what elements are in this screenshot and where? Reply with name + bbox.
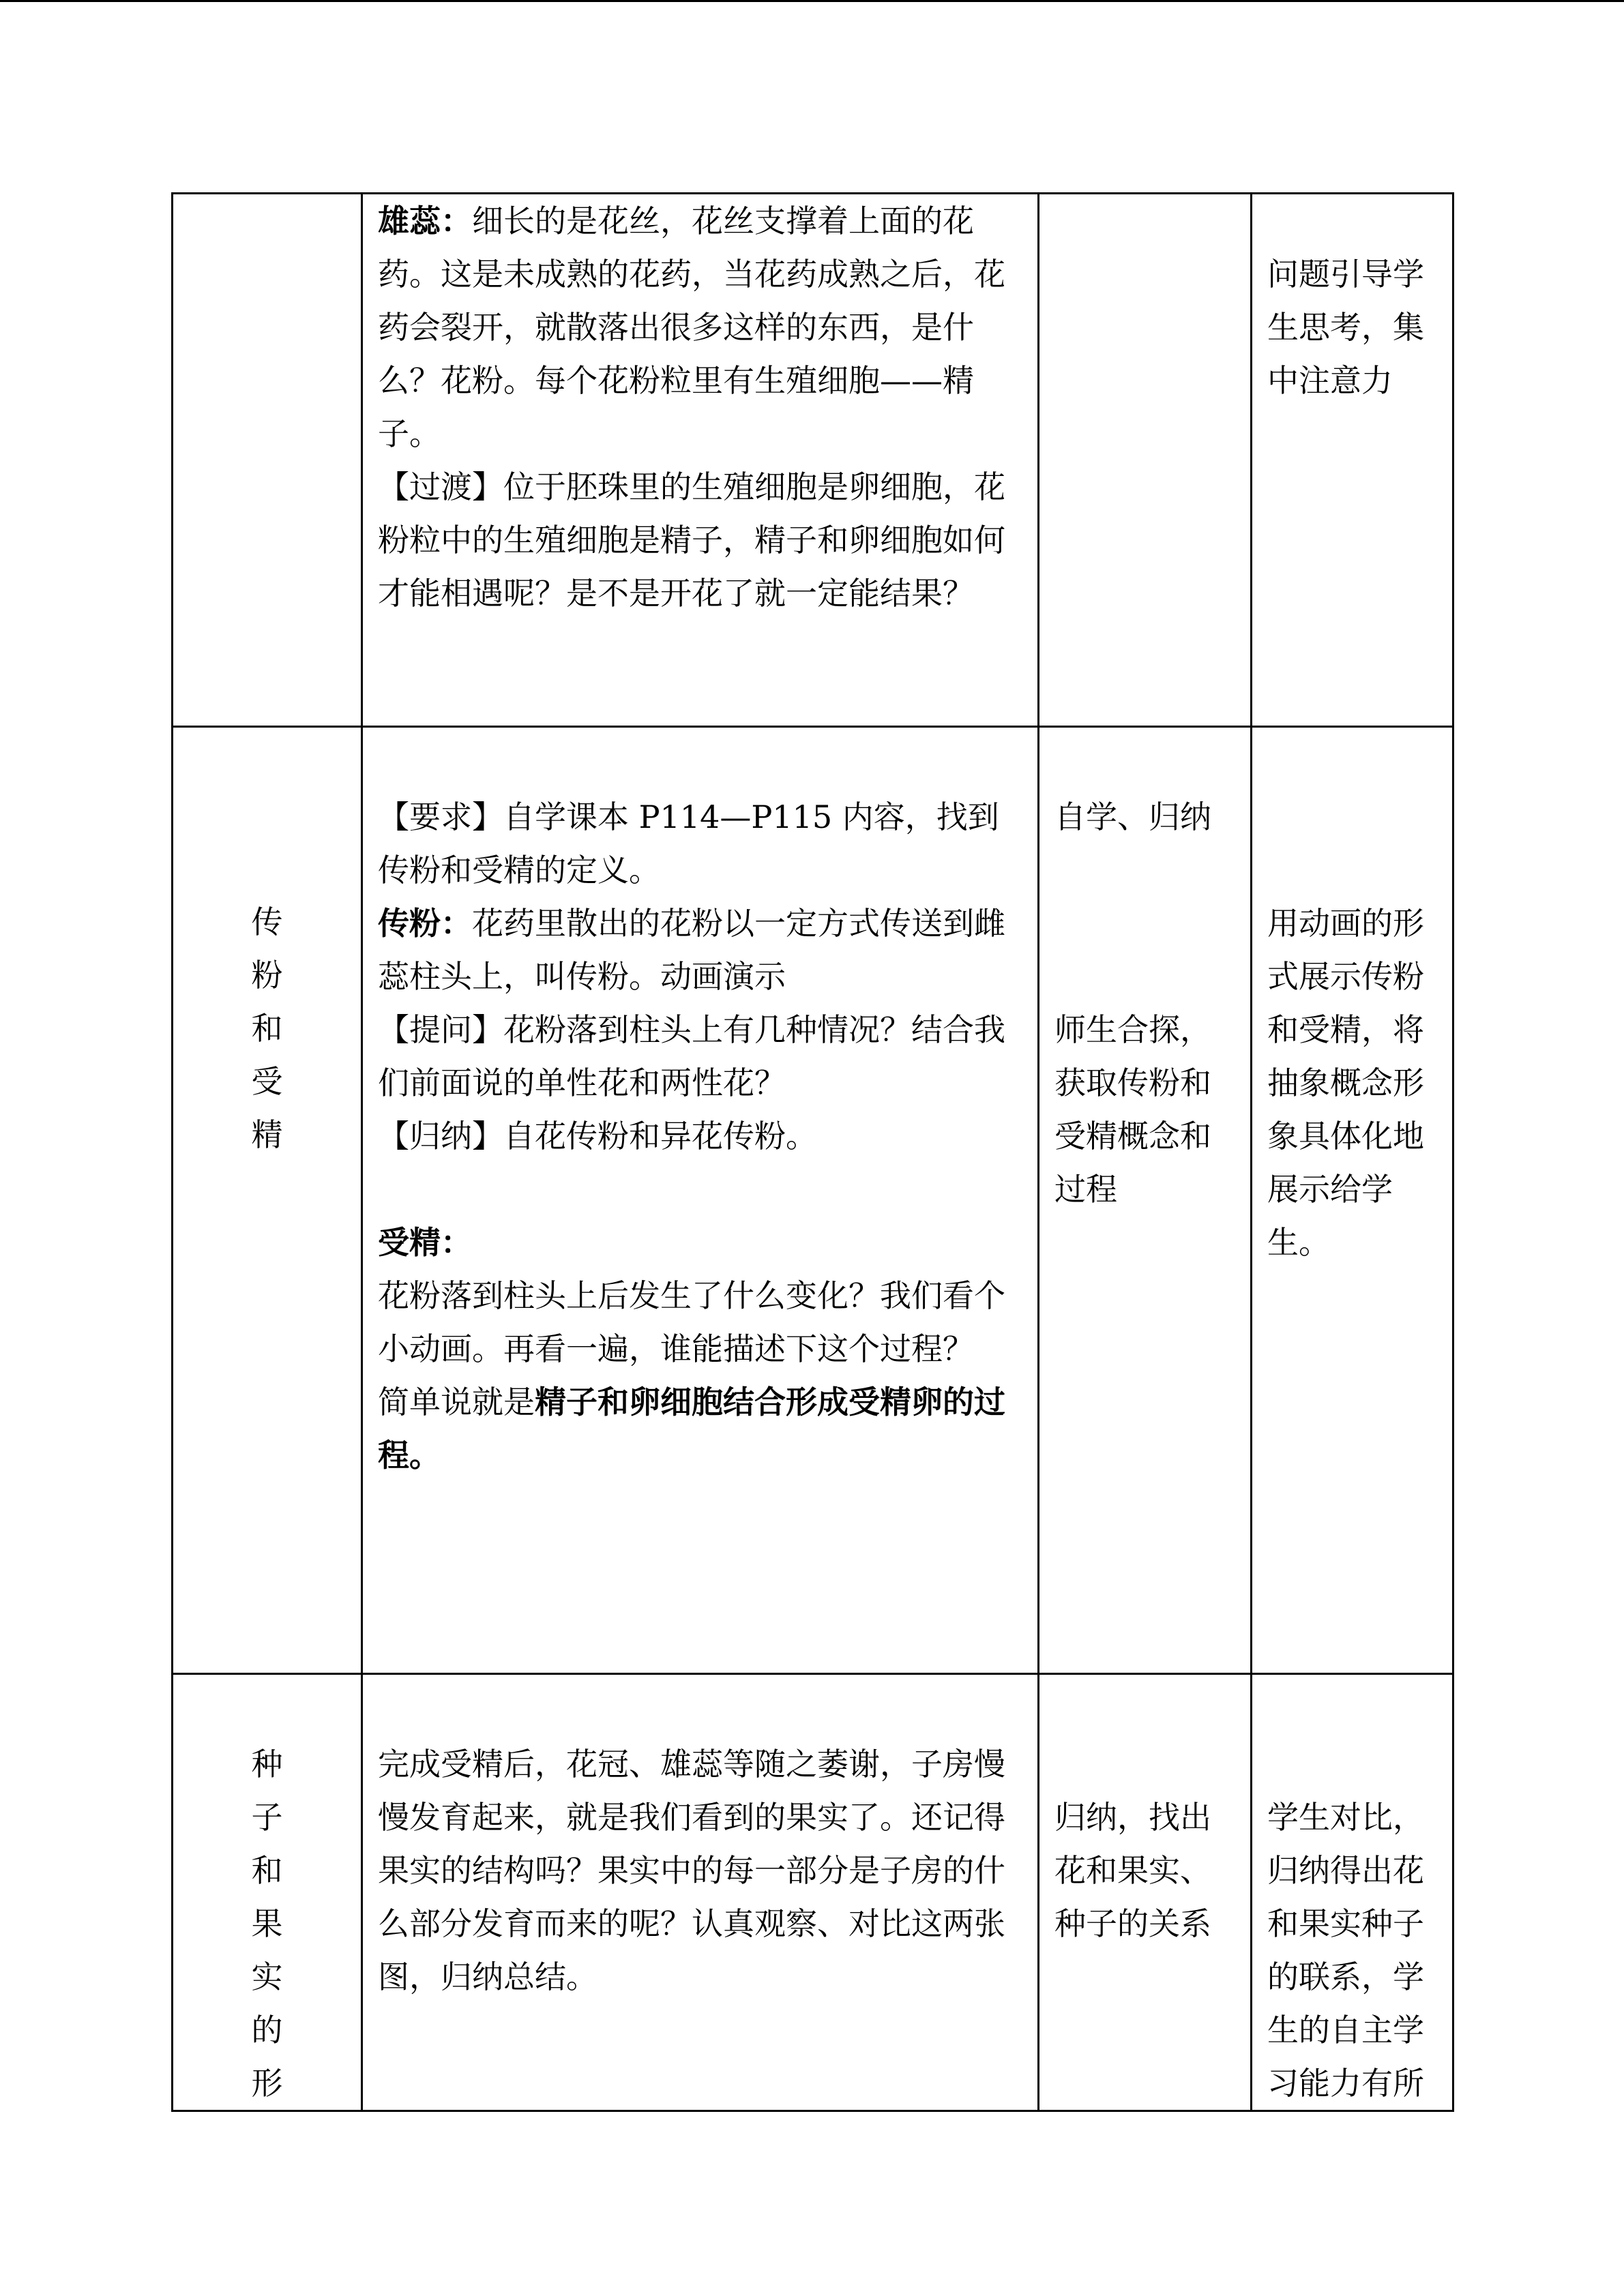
- stage-char: 形: [251, 2065, 283, 2102]
- student-activity-cell: [1039, 727, 1252, 1674]
- fertilization-heading: 受精：: [378, 1224, 472, 1261]
- stage-cell-seed-fruit: [173, 1674, 362, 2111]
- student-activity-cell-empty: [1039, 194, 1252, 727]
- pollination-text: 花药里散出的花粉以一定方式传送到雌蕊柱头上，叫传粉。动画演示: [378, 905, 1005, 995]
- fertilization-question: 花粉落到柱头上后发生了什么变化？我们看个小动画。再看一遍，谁能描述下这个过程？: [378, 1277, 1005, 1367]
- design-intent-text: 学生对比，归纳得出花和果实种子的联系，学生的自主学习能力有所: [1267, 1799, 1424, 2102]
- stage-char: 种: [251, 1746, 283, 1783]
- blank-line: [1054, 897, 1237, 950]
- table-row-stamen: [173, 194, 1453, 727]
- student-activity-explore: 师生合探，获取传粉和受精概念和过程: [1054, 1011, 1211, 1208]
- stamen-lead: 雄蕊：: [378, 203, 472, 239]
- summary-paragraph: 【归纳】自花传粉和异花传粉。: [378, 1118, 817, 1154]
- student-activity-cell: [1039, 1674, 1252, 2111]
- question-paragraph: 【提问】花粉落到柱头上有几种情况？结合我们前面说的单性花和两性花？: [378, 1011, 1005, 1101]
- stage-char: 和: [251, 1852, 283, 1889]
- fruit-development-paragraph: 完成受精后，花冠、雄蕊等随之萎谢，子房慢慢发育起来，就是我们看到的果实了。还记得果实的结构吗？果实中的每一部分是子房的什么部分发育而来的呢？认真观察、对比这两张图，归纳总结。: [378, 1746, 1005, 1995]
- fertilization-definition: [378, 1375, 1022, 1482]
- design-intent-cell: [1252, 727, 1453, 1674]
- stage-char: 粉: [251, 957, 283, 994]
- blank-line: [378, 1163, 1022, 1216]
- pollination-paragraph: [378, 897, 1022, 1003]
- page-top-border: [0, 0, 1624, 2]
- stage-char: 的: [251, 2012, 283, 2048]
- lesson-plan-table: [171, 192, 1454, 2112]
- student-activity-summarize: 归纳，找出花和果实、种子的关系: [1054, 1799, 1211, 1942]
- design-intent-text: 用动画的形式展示传粉和受精，将抽象概念形象具体化地展示给学生。: [1267, 905, 1424, 1261]
- stamen-text: 细长的是花丝，花丝支撑着上面的花药。这是未成熟的花药，当花药成熟之后，花药会裂开，就散落出很多这样的东西，是什么？花粉。每个花粉粒里有生殖细胞——精子。: [378, 203, 1005, 452]
- stage-cell-empty: [173, 194, 362, 727]
- teacher-activity-cell: [362, 727, 1039, 1674]
- definition-bold: 精子和卵细胞结合形成受精卵的过程。: [378, 1384, 1005, 1474]
- stage-char: 传: [251, 904, 283, 940]
- stage-char: 果: [251, 1905, 283, 1942]
- pollination-lead: 传粉：: [378, 905, 472, 942]
- requirement-paragraph: 【要求】自学课本 P114—P115 内容，找到传粉和受精的定义。: [378, 799, 999, 889]
- stamen-paragraph: [378, 194, 1022, 460]
- stage-char: 子: [251, 1799, 283, 1836]
- blank-line: [1054, 844, 1237, 897]
- design-intent-cell: [1252, 194, 1453, 727]
- stage-char: 实: [251, 1958, 283, 1995]
- design-intent-cell: [1252, 1674, 1453, 2111]
- stage-char: 和: [251, 1010, 283, 1047]
- definition-lead: 简单说就是: [378, 1384, 535, 1420]
- design-intent-text: 问题引导学生思考，集中注意力: [1267, 256, 1424, 399]
- stage-cell-pollination: [173, 727, 362, 1674]
- transition-paragraph: 【过渡】位于胚珠里的生殖细胞是卵细胞，花粉粒中的生殖细胞是精子，精子和卵细胞如何才能相遇呢？是不是开花了就一定能结果？: [378, 468, 1005, 612]
- student-activity-self-study: 自学、归纳: [1054, 799, 1211, 835]
- teacher-activity-cell: [362, 1674, 1039, 2111]
- stage-char: 精: [251, 1116, 283, 1153]
- teacher-activity-cell: [362, 194, 1039, 727]
- blank-line: [1054, 950, 1237, 1003]
- table-row-pollination-fertilization: [173, 727, 1453, 1674]
- stage-char: 受: [251, 1063, 283, 1100]
- table-row-seed-fruit: [173, 1674, 1453, 2111]
